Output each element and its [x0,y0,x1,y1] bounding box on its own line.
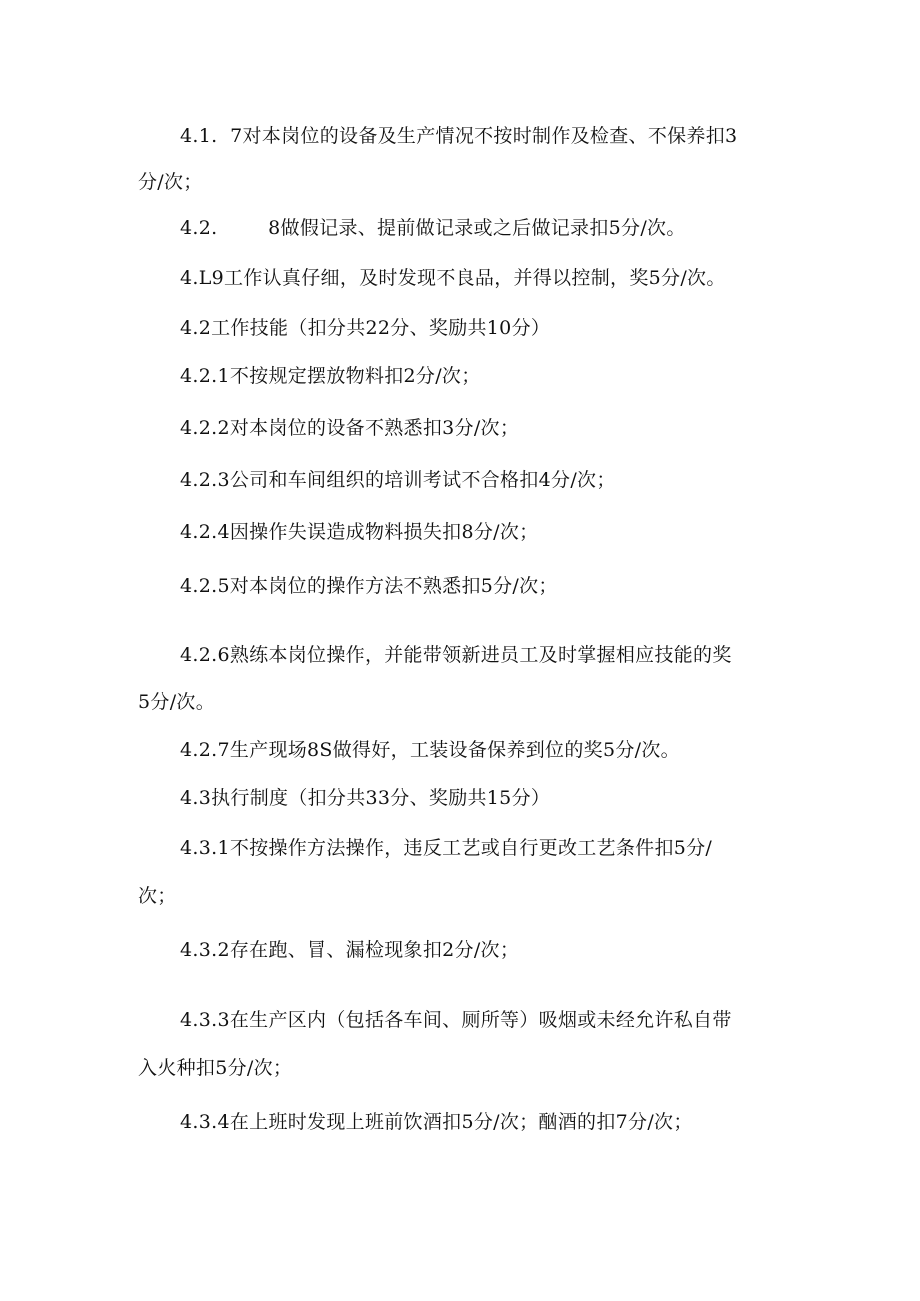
clause-4-2-1: 4.2.1不按规定摆放物料扣2分/次； [180,365,481,387]
clause-4-3-1-line-2: 次； [138,885,177,907]
clause-4-2-5: 4.2.5对本岗位的操作方法不熟悉扣5分/次； [180,575,558,597]
clause-4-2-8: 4.2. 8做假记录、提前做记录或之后做记录扣5分/次。 [180,217,686,239]
section-4-3-heading: 4.3执行制度（扣分共33分、奖励共15分） [180,787,551,809]
clause-4-3-1-line-1: 4.3.1不按操作方法操作，违反工艺或自行更改工艺条件扣5分/ [180,837,713,859]
clause-4-2-4: 4.2.4因操作失误造成物料损失扣8分/次； [180,521,539,543]
clause-4-2-2: 4.2.2对本岗位的设备不熟悉扣3分/次； [180,417,520,439]
clause-4-1-7-line-2: 分/次； [138,171,203,193]
clause-4-2-6-line-1: 4.2.6熟练本岗位操作，并能带领新进员工及时掌握相应技能的奖 [180,644,732,666]
clause-4-3-3-line-2: 入火种扣5分/次； [138,1057,293,1079]
clause-4-3-2: 4.3.2存在跑、冒、漏检现象扣2分/次； [180,939,520,961]
clause-4-1-9: 4.L9工作认真仔细，及时发现不良品，并得以控制，奖5分/次。 [180,267,726,289]
section-4-2-heading: 4.2工作技能（扣分共22分、奖励共10分） [180,317,551,339]
clause-4-2-6-line-2: 5分/次。 [138,691,215,713]
clause-4-1-7-line-1: 4.1. 7对本岗位的设备及生产情况不按时制作及检查、不保养扣3 [180,125,738,147]
clause-4-2-3: 4.2.3公司和车间组织的培训考试不合格扣4分/次； [180,469,616,491]
clause-4-3-4: 4.3.4在上班时发现上班前饮酒扣5分/次；酗酒的扣7分/次； [180,1111,693,1133]
clause-4-2-7: 4.2.7生产现场8S做得好，工装设备保养到位的奖5分/次。 [180,739,680,761]
clause-4-3-3-line-1: 4.3.3在生产区内（包括各车间、厕所等）吸烟或未经允许私自带 [180,1009,732,1031]
